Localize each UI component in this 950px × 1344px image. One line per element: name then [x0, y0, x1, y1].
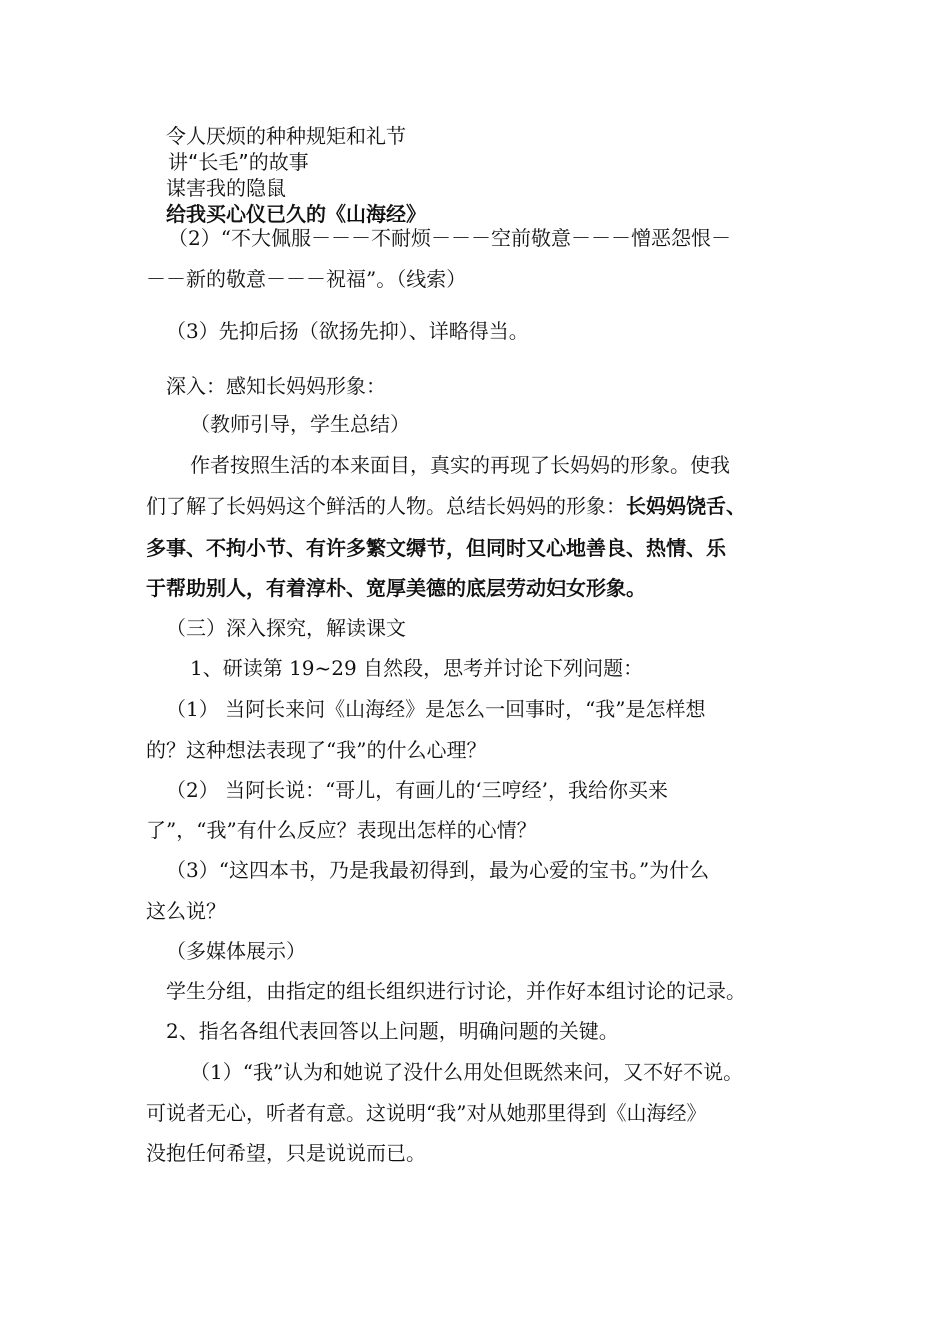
- question2-line2: 了”，“我”有什么反应？表现出怎样的心情？: [146, 818, 537, 842]
- summary-line2-normal: 们了解了长妈妈这个鲜活的人物。总结长妈妈的形象：: [146, 494, 626, 518]
- note-teacher: （教师引导，学生总结）: [190, 412, 410, 436]
- note-media: （多媒体展示）: [166, 939, 306, 963]
- task1: 1、研读第 19~29 自然段，思考并讨论下列问题：: [190, 656, 644, 680]
- paragraph-clue-line1: （2）“不大佩服－－－不耐烦－－－空前敬意－－－憎恶怨恨－: [168, 226, 731, 250]
- answer1-line3: 没抱任何希望，只是说说而已。: [146, 1141, 426, 1165]
- task2: 2、指名各组代表回答以上问题，明确问题的关键。: [166, 1019, 619, 1043]
- question1-line2: 的？这种想法表现了“我”的什么心理？: [146, 738, 487, 762]
- answer1-line1: （1）“我”认为和她说了没什么用处但既然来问，又不好不说。: [190, 1060, 744, 1084]
- summary-line2-bold: 长妈妈饶舌、: [626, 494, 746, 518]
- paragraph-clue-line2: －－新的敬意－－－祝福”。（线索）: [146, 267, 467, 291]
- group-instruction: 学生分组，由指定的组长组织进行讨论，并作好本组讨论的记录。: [166, 979, 746, 1003]
- question1-line1: （1） 当阿长来问《山海经》是怎么一回事时，“我”是怎样想: [166, 697, 706, 721]
- question3-line1: （3）“这四本书，乃是我最初得到，最为心爱的宝书。”为什么: [166, 858, 710, 882]
- event-item-book: 给我买心仪已久的《山海经》: [166, 202, 426, 226]
- summary-line4: 于帮助别人，有着淳朴、宽厚美德的底层劳动妇女形象。: [146, 576, 646, 600]
- event-item-story: 讲“长毛”的故事: [168, 150, 309, 174]
- question3-line2: 这么说？: [146, 899, 226, 923]
- event-item-mouse: 谋害我的隐鼠: [166, 176, 286, 200]
- event-item-rules: 令人厌烦的种种规矩和礼节: [166, 124, 406, 148]
- summary-line3: 多事、不拘小节、有许多繁文缛节，但同时又心地善良、热情、乐: [146, 536, 726, 560]
- section-heading-3: （三）深入探究，解读课文: [166, 616, 406, 640]
- summary-line2: [146, 494, 746, 518]
- paragraph-technique: （3）先抑后扬（欲扬先抑）、详略得当。: [166, 319, 529, 343]
- question2-line1: （2） 当阿长说：“哥儿，有画儿的‘三哼经’，我给你买来: [166, 778, 669, 802]
- heading-deep: 深入：感知长妈妈形象：: [166, 374, 386, 398]
- summary-line1: 作者按照生活的本来面目，真实的再现了长妈妈的形象。使我: [190, 453, 730, 477]
- answer1-line2: 可说者无心，听者有意。这说明“我”对从她那里得到《山海经》: [146, 1101, 707, 1125]
